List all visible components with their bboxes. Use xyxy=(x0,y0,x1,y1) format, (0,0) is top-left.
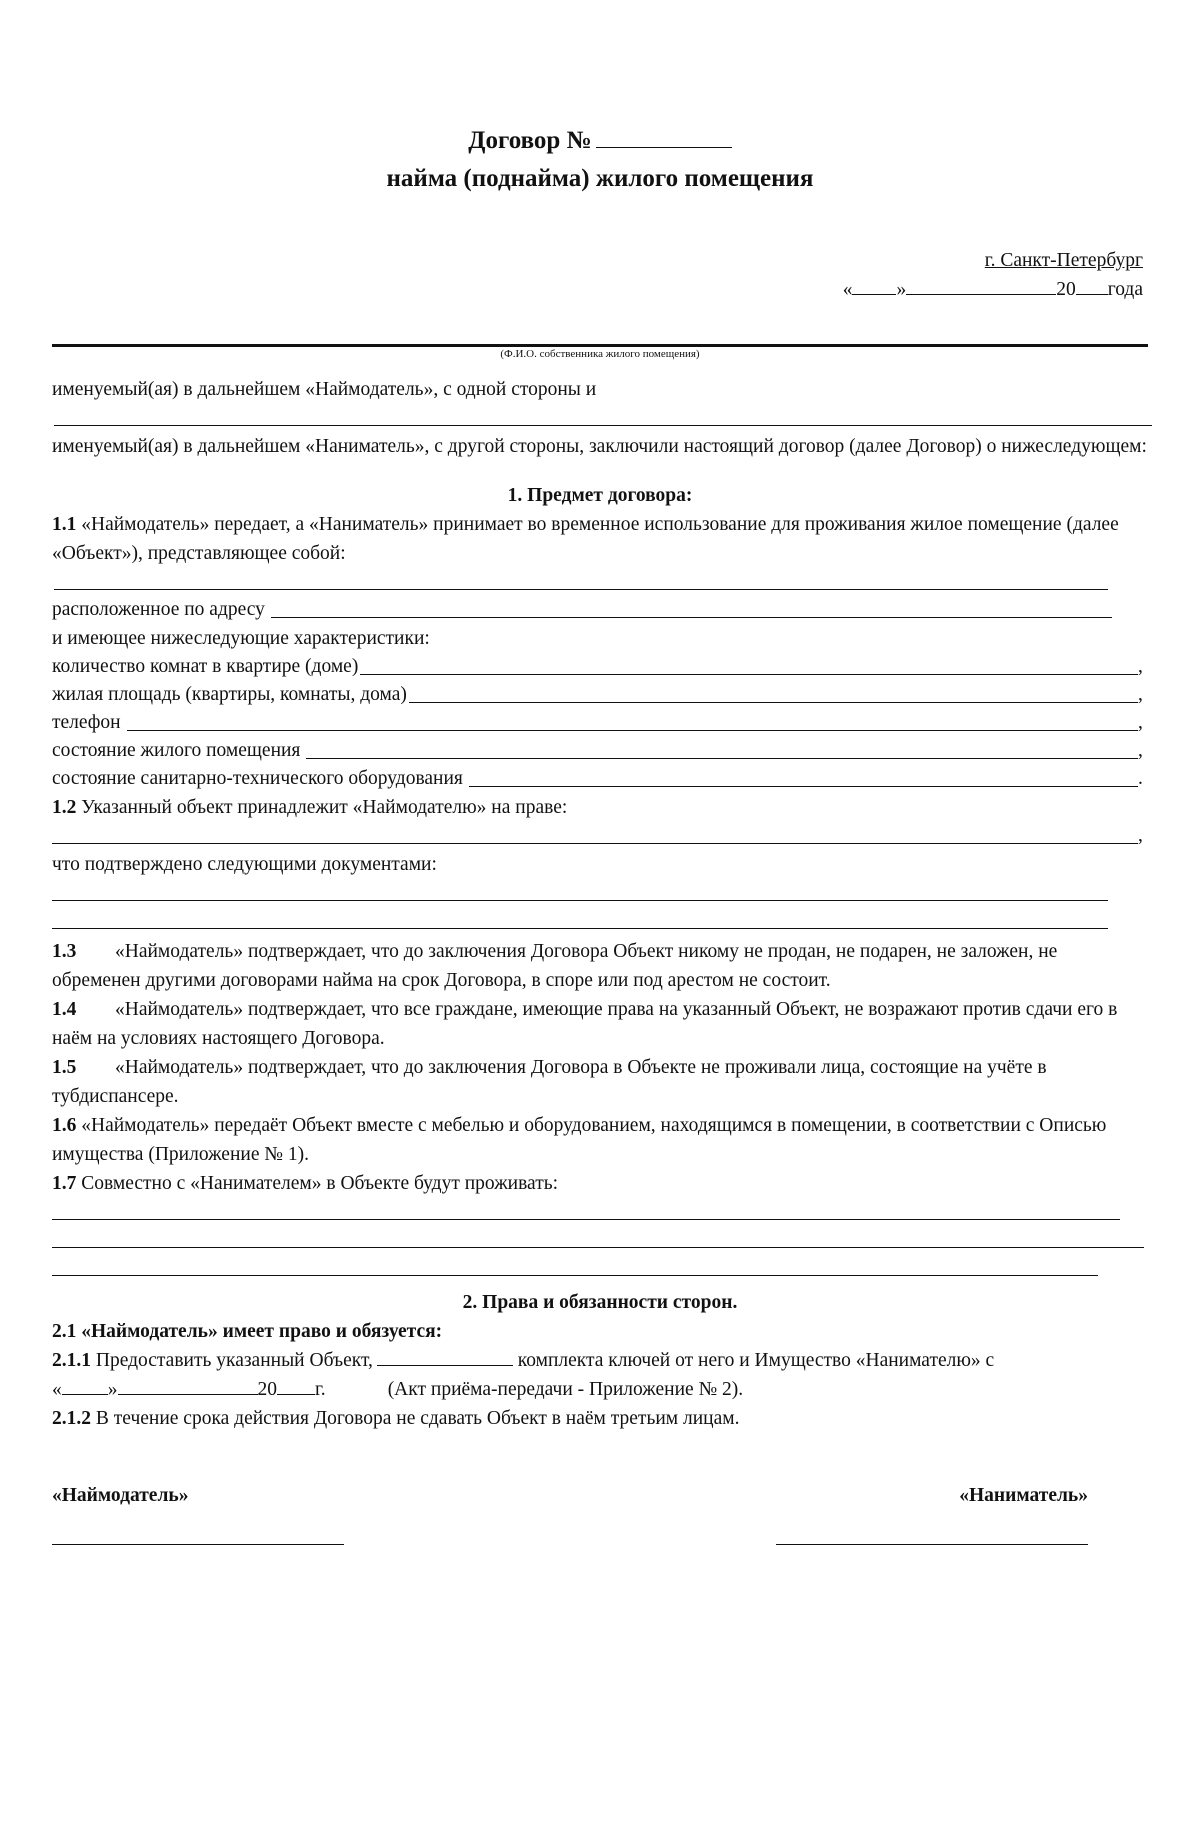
documents-label: что подтверждено следующими документами: xyxy=(52,854,437,875)
clause-2-1 xyxy=(52,1317,1148,1346)
title-text: Договор № xyxy=(468,127,592,154)
quote-open: « xyxy=(52,1379,62,1400)
year-suffix: г. xyxy=(315,1379,326,1400)
clause-1-2 xyxy=(52,793,1148,822)
clause-1-7 xyxy=(52,1169,1148,1198)
date-line xyxy=(52,275,1143,304)
owner-caption: (Ф.И.О. собственника жилого помещения) xyxy=(500,348,700,360)
sanitary-label: состояние санитарно-технического оборудования xyxy=(52,768,463,789)
sanitary-blank[interactable] xyxy=(469,786,1138,787)
clause-num: 1.2 xyxy=(52,797,77,818)
address-line xyxy=(52,596,1148,624)
section-1-heading: 1. Предмет договора: xyxy=(507,485,693,506)
clause-text: комплекта ключей от него и Имущество «Нанимателю» с xyxy=(512,1350,995,1371)
area-blank[interactable] xyxy=(409,702,1138,703)
clause-num: 1.4 xyxy=(52,999,77,1020)
clause-2-1-1 xyxy=(52,1346,1148,1404)
clause-1-6 xyxy=(52,1111,1148,1169)
clause-text: Предоставить указанный Объект, xyxy=(91,1350,373,1371)
tenant-signature-label: «Наниматель» xyxy=(959,1485,1088,1506)
clause-1-3 xyxy=(52,937,1148,995)
clause-text: «Наймодатель» подтверждает, что все граждане, имеющие права на указанный Объект, не возражают против сдачи его в наём на условиях настоящего Договора. xyxy=(52,999,1118,1049)
documents-line-2[interactable] xyxy=(52,907,1148,935)
tenant-intro: именуемый(ая) в дальнейшем «Наниматель», с другой стороны, заключили настоящий договор (далее Договор) о нижеследующем: xyxy=(52,436,1147,457)
right-blank[interactable] xyxy=(52,843,1138,844)
clause-num: 2.1.2 xyxy=(52,1408,91,1429)
phone-label: телефон xyxy=(52,712,121,733)
clause-text: «Наймодатель» передаёт Объект вместе с мебелью и оборудованием, находящимся в помещении, в соответствии с Описью имущества (Приложение № 1). xyxy=(52,1115,1107,1165)
rooms-blank[interactable] xyxy=(360,674,1138,675)
clause-text: Совместно с «Нанимателем» в Объекте будут проживать: xyxy=(76,1173,559,1194)
year-blank[interactable] xyxy=(277,1393,315,1395)
documents-line-1[interactable] xyxy=(52,879,1148,907)
condition-line xyxy=(52,737,1148,765)
city: г. Санкт-Петербург xyxy=(984,250,1143,271)
clause-text: «Наймодатель» подтверждает, что до заключения Договора в Объекте не проживали лица, состоящие на учёте в тубдиспансере. xyxy=(52,1057,1047,1107)
condition-blank[interactable] xyxy=(306,758,1138,759)
year-blank[interactable] xyxy=(1076,293,1108,295)
tenant-name-line[interactable] xyxy=(52,404,1148,432)
contract-number-blank[interactable] xyxy=(596,146,732,148)
clause-num: 1.7 xyxy=(52,1173,77,1194)
rooms-line xyxy=(52,653,1148,681)
clause-num: 1.6 xyxy=(52,1115,77,1136)
clause-num: 2.1.1 xyxy=(52,1350,91,1371)
address-label: расположенное по адресу xyxy=(52,599,265,620)
clause-num: 1.5 xyxy=(52,1057,77,1078)
object-line[interactable] xyxy=(52,568,1148,596)
contract-title xyxy=(52,122,1148,160)
comma: , xyxy=(1138,684,1143,705)
clause-text: 2.1 «Наймодатель» имеет право и обязуется: xyxy=(52,1321,443,1342)
clause-text: «Наймодатель» подтверждает, что до заключения Договора Объект никому не продан, не подарен, не заложен, не обременен другими договорами найма на срок Договора, в споре или под арестом не состоит. xyxy=(52,941,1058,991)
year-prefix: 20 xyxy=(1056,279,1076,300)
phone-line xyxy=(52,709,1148,737)
area-label: жилая площадь (квартиры, комнаты, дома) xyxy=(52,684,407,705)
clause-text: Указанный объект принадлежит «Наймодателю» на праве: xyxy=(76,797,568,818)
signatures xyxy=(52,1481,1148,1510)
clause-num: 1.3 xyxy=(52,941,77,962)
right-line xyxy=(52,822,1148,850)
clause-1-1 xyxy=(52,510,1148,568)
contract-page xyxy=(0,122,1200,1831)
quote-close: » xyxy=(896,279,907,300)
period: . xyxy=(1138,768,1143,789)
clause-1-4 xyxy=(52,995,1148,1053)
day-blank[interactable] xyxy=(62,1393,108,1395)
residents-line-3[interactable] xyxy=(52,1254,1148,1282)
clause-text: В течение срока действия Договора не сдавать Объект в наём третьим лицам. xyxy=(91,1408,740,1429)
clause-num: 1.1 xyxy=(52,514,77,535)
address-blank[interactable] xyxy=(271,617,1112,618)
sanitary-line xyxy=(52,765,1148,793)
area-line xyxy=(52,681,1148,709)
condition-label: состояние жилого помещения xyxy=(52,740,301,761)
tenant-signature-line[interactable] xyxy=(776,1544,1088,1545)
month-blank[interactable] xyxy=(906,293,1056,295)
comma: , xyxy=(1138,740,1143,761)
quote-open: « xyxy=(842,279,853,300)
comma: , xyxy=(1138,712,1143,733)
clause-1-5 xyxy=(52,1053,1148,1111)
contract-subtitle: найма (поднайма) жилого помещения xyxy=(386,165,814,192)
clause-text: «Наймодатель» передает, а «Наниматель» принимает во временное использование для проживания жилое помещение (далее «Объект»), представляющее собой: xyxy=(52,514,1119,564)
comma: , xyxy=(1138,825,1143,846)
comma: , xyxy=(1138,656,1143,677)
landlord-intro: именуемый(ая) в дальнейшем «Наймодатель», с одной стороны и xyxy=(52,379,597,400)
characteristics: и имеющее нижеследующие характеристики: xyxy=(52,628,430,649)
month-blank[interactable] xyxy=(118,1393,258,1395)
signature-lines xyxy=(52,1544,1148,1545)
landlord-signature-line[interactable] xyxy=(52,1544,344,1545)
residents-line-2[interactable] xyxy=(52,1226,1148,1254)
residents-line-1[interactable] xyxy=(52,1198,1148,1226)
year-prefix: 20 xyxy=(257,1379,277,1400)
phone-blank[interactable] xyxy=(127,730,1138,731)
year-suffix: года xyxy=(1107,279,1143,300)
day-blank[interactable] xyxy=(852,293,896,295)
rooms-label: количество комнат в квартире (доме) xyxy=(52,656,359,677)
clause-2-1-2 xyxy=(52,1404,1148,1433)
section-2-heading: 2. Права и обязанности сторон. xyxy=(462,1292,738,1313)
quote-close: » xyxy=(107,1379,118,1400)
act-reference: (Акт приёма-передачи - Приложение № 2). xyxy=(387,1379,744,1400)
keys-count-blank[interactable] xyxy=(377,1364,513,1366)
landlord-signature-label: «Наймодатель» xyxy=(52,1485,189,1506)
